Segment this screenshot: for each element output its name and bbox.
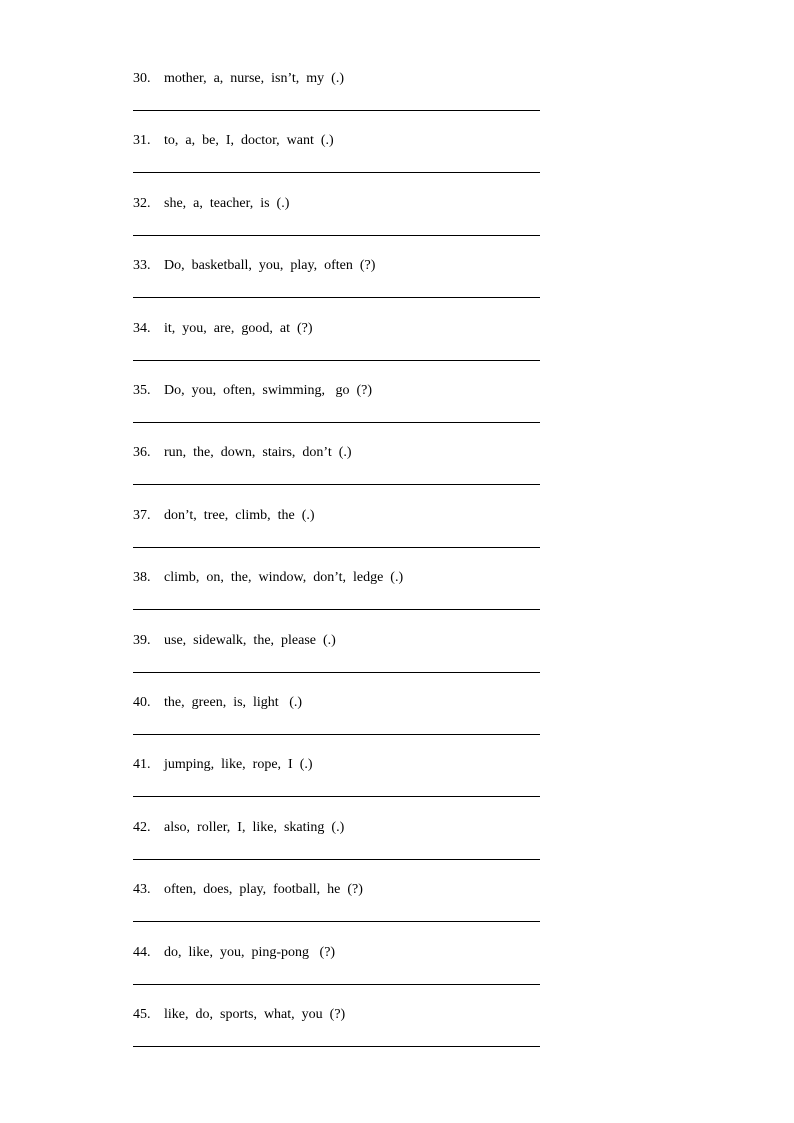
question-item [133,126,540,188]
question-item [133,314,540,376]
answer-line[interactable] [133,921,540,922]
question-item [133,376,540,438]
answer-line[interactable] [133,796,540,797]
question-prompt: don’t, tree, climb, the (.) [164,507,315,523]
question-item [133,501,540,563]
answer-line[interactable] [133,984,540,985]
answer-line[interactable] [133,734,540,735]
question-number: 33. [133,258,151,274]
question-prompt: Do, basketball, you, play, often (?) [164,258,376,274]
question-prompt: she, a, teacher, is (.) [164,195,290,211]
question-prompt: Do, you, often, swimming, go (?) [164,383,373,398]
question-prompt: use, sidewalk, the, please (.) [164,632,336,648]
question-number: 41. [133,757,151,773]
answer-line[interactable] [133,110,540,111]
question-prompt: climb, on, the, window, don’t, ledge (.) [164,570,404,586]
question-number: 35. [133,383,151,398]
question-item [133,189,540,251]
question-prompt: mother, a, nurse, isn’t, my (.) [164,71,344,86]
question-line [133,819,344,837]
question-number: 30. [133,71,151,86]
question-item [133,938,540,1000]
question-prompt: do, like, you, ping-pong (?) [164,944,336,960]
question-number: 36. [133,445,151,461]
question-item [133,813,540,875]
answer-line[interactable] [133,235,540,236]
question-number: 32. [133,195,151,211]
question-item [133,688,540,750]
answer-line[interactable] [133,672,540,673]
question-item [133,750,540,812]
answer-line[interactable] [133,547,540,548]
question-number: 34. [133,320,151,336]
question-line [133,382,372,400]
question-line [133,257,375,275]
question-line [133,694,302,712]
answer-line[interactable] [133,172,540,173]
question-item [133,875,540,937]
question-number: 43. [133,882,151,898]
question-line [133,132,334,150]
question-line [133,1006,345,1024]
question-line [133,944,335,962]
question-line [133,881,363,899]
answer-line[interactable] [133,422,540,423]
answer-line[interactable] [133,859,540,860]
question-line [133,632,336,650]
question-line [133,320,313,338]
answer-line[interactable] [133,609,540,610]
question-prompt: to, a, be, I, doctor, want (.) [164,133,334,149]
question-prompt: also, roller, I, like, skating (.) [164,819,345,835]
question-item [133,563,540,625]
question-prompt: often, does, play, football, he (?) [164,882,363,898]
question-line [133,195,289,213]
question-prompt: the, green, is, light (.) [164,695,303,710]
question-line [133,444,352,462]
question-prompt: it, you, are, good, at (?) [164,320,313,336]
question-number: 40. [133,695,151,710]
answer-line[interactable] [133,484,540,485]
question-number: 39. [133,632,151,648]
question-item [133,626,540,688]
answer-line[interactable] [133,1046,540,1047]
question-number: 42. [133,819,151,835]
question-item [133,438,540,500]
question-number: 38. [133,570,151,586]
answer-line[interactable] [133,360,540,361]
question-number: 31. [133,133,151,149]
question-item [133,251,540,313]
question-number: 37. [133,507,151,523]
question-line [133,70,344,88]
question-line [133,756,313,774]
question-item [133,64,540,126]
question-number: 45. [133,1007,151,1022]
question-item [133,1000,540,1062]
question-line [133,569,403,587]
question-line [133,507,315,525]
answer-line[interactable] [133,297,540,298]
question-number: 44. [133,944,151,960]
question-prompt: jumping, like, rope, I (.) [164,757,313,773]
question-prompt: like, do, sports, what, you (?) [164,1007,346,1022]
question-prompt: run, the, down, stairs, don’t (.) [164,445,352,461]
